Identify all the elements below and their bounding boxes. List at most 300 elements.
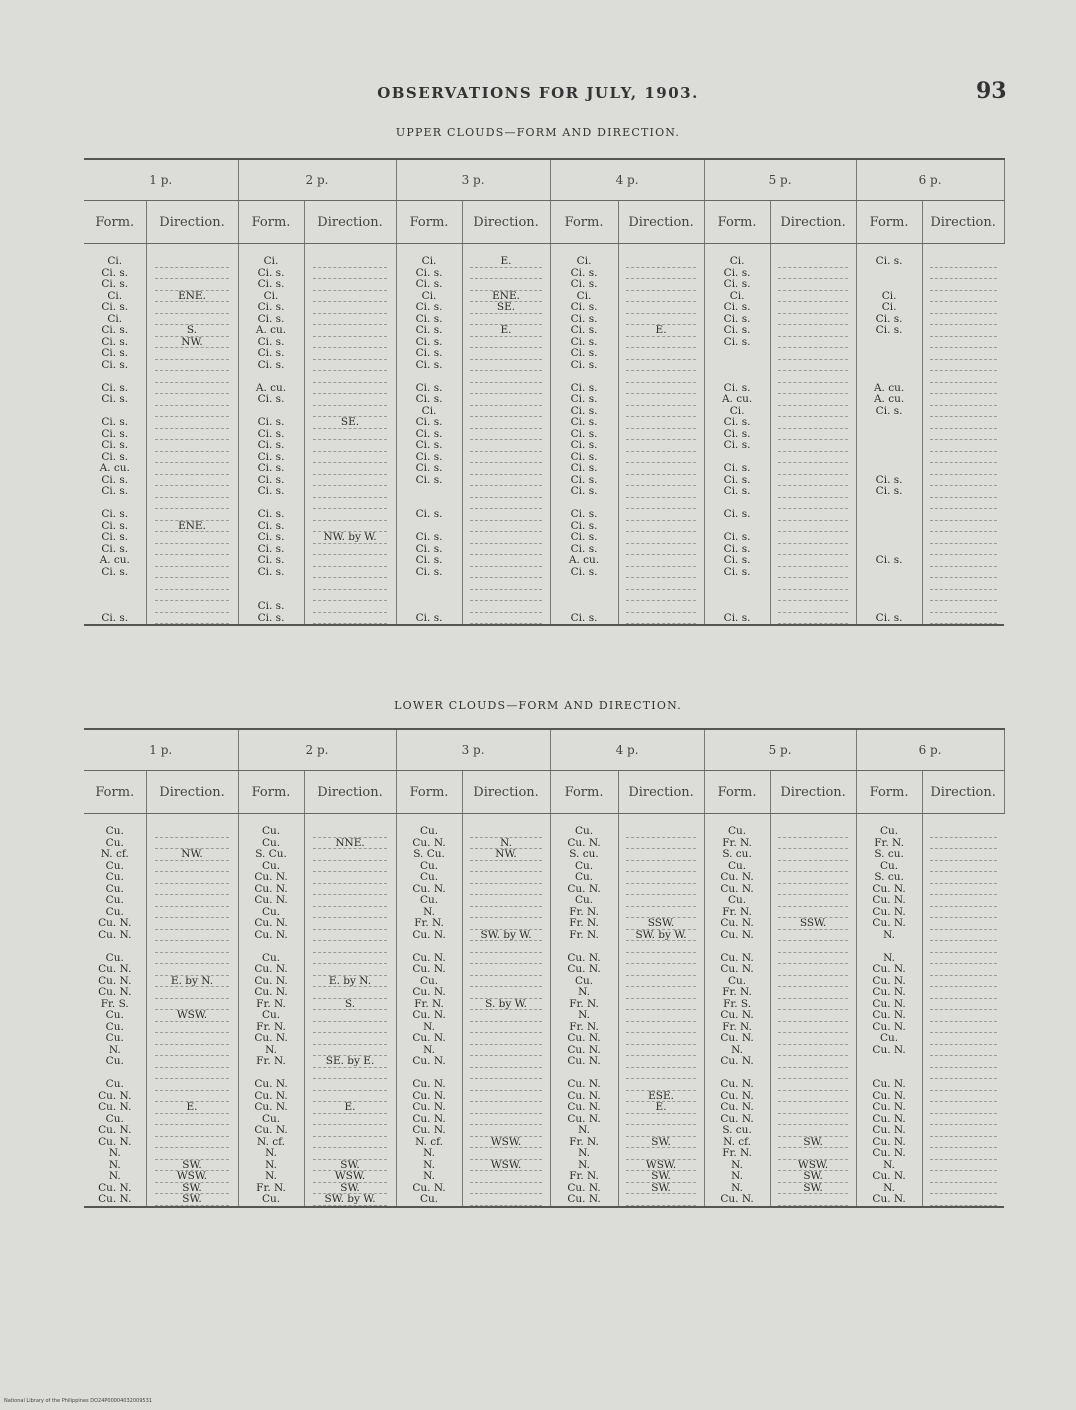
- direction-cell: [626, 964, 696, 976]
- direction-cell: [778, 452, 848, 464]
- table-body-row: [84, 814, 1004, 1207]
- direction-cell: [470, 1010, 541, 1022]
- form-cell: Cu. N.: [720, 1032, 754, 1044]
- direction-cell: [778, 1194, 848, 1206]
- form-cell: N.: [423, 905, 435, 918]
- direction-cell: [778, 567, 848, 579]
- direction-cell: [470, 371, 541, 383]
- form-cell: Cu. N.: [567, 1193, 601, 1205]
- form-cell: Cu. N.: [567, 951, 601, 964]
- direction-cell: [930, 440, 997, 452]
- form-cell: Ci.: [421, 289, 437, 302]
- direction-cell: [470, 348, 541, 360]
- direction-column-header: Direction.: [770, 771, 856, 814]
- direction-cell: [930, 613, 997, 625]
- direction-cell: [155, 613, 230, 625]
- form-cell: Ci. s.: [257, 335, 285, 348]
- form-cell: Cu. N.: [567, 1055, 601, 1067]
- direction-cell: [930, 1194, 997, 1206]
- form-cell: Cu. N.: [872, 986, 906, 998]
- direction-cell: [470, 337, 541, 349]
- direction-cell: [626, 509, 696, 521]
- form-cell: Ci. s.: [723, 611, 751, 624]
- direction-cell: [778, 544, 848, 556]
- direction-cell: [313, 613, 388, 625]
- form-cell: Cu. N.: [98, 1193, 132, 1205]
- form-cell: S. cu.: [569, 848, 599, 860]
- form-cell: Ci. s.: [875, 611, 903, 624]
- form-cell: Ci. s.: [723, 462, 751, 474]
- form-cell: N.: [423, 1170, 435, 1182]
- form-column-header: Form.: [550, 201, 618, 244]
- direction-cell: [470, 1114, 541, 1126]
- direction-cell: [470, 1194, 541, 1206]
- form-column-header: Form.: [550, 771, 618, 814]
- form-cell: Cu. N.: [720, 1101, 754, 1113]
- direction-cell: [313, 601, 388, 613]
- form-cell: Cu.: [261, 1193, 281, 1205]
- form-cell: Cu.: [105, 882, 124, 895]
- form-cell: Ci. s.: [415, 278, 443, 290]
- form-cell: Ci. s.: [570, 611, 598, 624]
- form-cell: Cu. N.: [98, 928, 132, 941]
- form-column-header: Form.: [856, 771, 922, 814]
- form-cell: Ci. s.: [415, 416, 443, 428]
- direction-cell: SE.: [470, 302, 541, 314]
- form-cell: S. cu.: [874, 848, 904, 860]
- direction-cell: [155, 578, 230, 590]
- form-column: [704, 814, 770, 1207]
- direction-cell: [778, 371, 848, 383]
- form-cell: Ci. s.: [875, 554, 903, 566]
- direction-cell: [778, 826, 848, 838]
- form-cell: Ci. s.: [415, 312, 443, 325]
- form-cell: Ci. s.: [101, 278, 129, 290]
- form-cell: S. cu.: [722, 1124, 752, 1136]
- form-cell: Cu.: [105, 951, 124, 964]
- direction-cell: [313, 509, 388, 521]
- form-cell: Cu. N.: [567, 882, 601, 895]
- direction-cell: [778, 987, 848, 999]
- direction-cell: [313, 475, 388, 487]
- form-cell: Ci. s.: [101, 611, 129, 624]
- direction-cell: [155, 1056, 230, 1068]
- direction-cell: E.: [155, 1102, 230, 1114]
- form-cell: Ci. s.: [723, 508, 751, 520]
- form-cell: Ci. s.: [101, 335, 129, 348]
- form-cell: Ci. s.: [415, 347, 443, 359]
- form-column: [84, 814, 146, 1207]
- form-cell: Ci.: [421, 404, 437, 417]
- form-cell: Cu.: [261, 836, 281, 849]
- direction-cell: [155, 590, 230, 602]
- form-cell: S. Cu.: [413, 848, 445, 860]
- direction-cell: [470, 941, 541, 953]
- direction-cell: [155, 268, 230, 280]
- direction-cell: [470, 987, 541, 999]
- direction-cell: [626, 1125, 696, 1137]
- form-cell: Ci. s.: [101, 416, 129, 428]
- form-cell: [857, 567, 922, 579]
- form-cell: Cu. N.: [412, 1078, 446, 1090]
- form-cell: Ci. s.: [415, 439, 443, 451]
- form-cell: Cu. N.: [872, 1135, 906, 1148]
- form-cell: Ci. s.: [415, 266, 443, 279]
- direction-cell: [626, 1148, 696, 1160]
- direction-cell: [470, 521, 541, 533]
- form-cell: N. cf.: [723, 1135, 752, 1148]
- form-cell: N.: [731, 1181, 743, 1194]
- direction-cell: [626, 567, 696, 579]
- direction-cell: [626, 976, 696, 988]
- direction-cell: [778, 930, 848, 942]
- form-cell: A. cu.: [568, 554, 600, 566]
- form-cell: Cu.: [727, 825, 747, 837]
- direction-cell: [155, 371, 230, 383]
- form-column-header: Form.: [704, 201, 770, 244]
- direction-cell: [930, 941, 997, 953]
- form-cell: Cu.: [105, 1078, 124, 1090]
- form-cell: Cu. N.: [720, 1112, 754, 1125]
- form-cell: Ci.: [881, 301, 897, 313]
- direction-cell: [470, 279, 541, 291]
- direction-cell: [930, 1114, 997, 1126]
- direction-cell: [313, 1137, 388, 1149]
- form-cell: Cu.: [727, 974, 747, 987]
- form-cell: S. Cu.: [255, 848, 287, 860]
- direction-cell: [778, 1056, 848, 1068]
- form-cell: Cu. N.: [254, 917, 288, 929]
- form-cell: Cu. N.: [98, 963, 132, 975]
- direction-cell: [155, 302, 230, 314]
- direction-cell: [778, 1045, 848, 1057]
- direction-cell: [778, 1022, 848, 1034]
- form-cell: Ci.: [576, 255, 592, 267]
- direction-cell: [155, 348, 230, 360]
- form-cell: Cu. N.: [98, 1124, 132, 1136]
- form-column: [238, 814, 304, 1207]
- direction-cell: [778, 429, 848, 441]
- form-cell: Cu. N.: [872, 1193, 906, 1205]
- direction-cell: [778, 440, 848, 452]
- form-column: [856, 814, 922, 1207]
- form-cell: Cu. N.: [567, 836, 601, 849]
- form-cell: [857, 590, 922, 602]
- direction-cell: [626, 429, 696, 441]
- form-cell: Ci. s.: [415, 542, 443, 555]
- form-cell: Cu.: [105, 871, 124, 883]
- form-cell: N.: [108, 1147, 121, 1159]
- hour-header: 6 p.: [856, 159, 1004, 201]
- form-cell: Ci. s.: [570, 427, 598, 440]
- direction-column: [922, 244, 1004, 626]
- form-cell: Cu. N.: [254, 1101, 288, 1113]
- form-cell: Ci. s.: [723, 427, 751, 440]
- form-cell: Ci. s.: [723, 278, 751, 290]
- form-cell: Ci. s.: [415, 324, 443, 336]
- direction-cell: [313, 1022, 388, 1034]
- direction-cell: [778, 872, 848, 884]
- direction-cell: [930, 1010, 997, 1022]
- direction-cell: [626, 463, 696, 475]
- direction-cell: [313, 371, 388, 383]
- direction-cell: [155, 394, 230, 406]
- form-cell: Ci. s.: [257, 427, 285, 440]
- direction-cell: [778, 302, 848, 314]
- direction-cell: [313, 872, 388, 884]
- direction-cell: [313, 394, 388, 406]
- form-cell: Ci. s.: [875, 312, 903, 325]
- form-cell: Cu. N.: [720, 1009, 754, 1021]
- form-column: [238, 244, 304, 626]
- direction-cell: SE. by E.: [313, 1056, 388, 1068]
- direction-cell: [155, 1033, 230, 1045]
- hour-header: 5 p.: [704, 159, 856, 201]
- form-cell: Ci. s.: [257, 554, 285, 566]
- form-cell: Ci. s.: [570, 347, 598, 359]
- form-column: [396, 814, 462, 1207]
- form-cell: Cu. N.: [412, 951, 446, 964]
- form-column-header: Form.: [856, 201, 922, 244]
- direction-cell: [313, 360, 388, 372]
- form-cell: Cu. N.: [872, 882, 906, 895]
- form-cell: Fr. N.: [256, 997, 286, 1010]
- direction-cell: SW.: [626, 1137, 696, 1149]
- direction-cell: SW.: [626, 1183, 696, 1195]
- direction-cell: [155, 498, 230, 510]
- direction-cell: [470, 918, 541, 930]
- form-cell: Ci. s.: [570, 439, 598, 451]
- direction-cell: [155, 417, 230, 429]
- direction-cell: [930, 291, 997, 303]
- direction-cell: [930, 953, 997, 965]
- direction-cell: [470, 884, 541, 896]
- direction-cell: [930, 1033, 997, 1045]
- form-cell: Ci. s.: [257, 312, 285, 325]
- form-cell: [705, 371, 770, 383]
- form-cell: Cu. N.: [720, 928, 754, 941]
- form-column-header: Form.: [396, 201, 462, 244]
- direction-cell: [778, 256, 848, 268]
- form-cell: Fr. N.: [414, 997, 444, 1010]
- direction-cell: [778, 1114, 848, 1126]
- form-cell: Cu. N.: [254, 1032, 288, 1044]
- form-cell: Cu.: [574, 859, 594, 872]
- direction-cell: E. by N.: [313, 976, 388, 988]
- form-cell: Ci. s.: [101, 381, 129, 394]
- form-cell: Cu.: [105, 1112, 124, 1125]
- form-cell: Ci. s.: [101, 427, 129, 440]
- form-cell: Ci. s.: [875, 485, 903, 497]
- form-cell: Ci. s.: [257, 347, 285, 359]
- direction-cell: [930, 1171, 997, 1183]
- form-cell: Ci. s.: [257, 358, 285, 371]
- form-column: [396, 244, 462, 626]
- direction-cell: [155, 486, 230, 498]
- direction-cell: [778, 337, 848, 349]
- direction-cell: [778, 475, 848, 487]
- form-cell: [84, 601, 146, 613]
- direction-cell: [470, 1183, 541, 1195]
- direction-cell: [778, 360, 848, 372]
- direction-cell: [155, 509, 230, 521]
- form-cell: Ci. s.: [723, 381, 751, 394]
- form-cell: Cu. N.: [98, 1135, 132, 1148]
- direction-cell: [930, 964, 997, 976]
- form-cell: Cu. N.: [720, 1193, 754, 1205]
- form-cell: [84, 578, 146, 590]
- form-cell: S. cu.: [722, 848, 752, 860]
- direction-cell: [778, 1033, 848, 1045]
- direction-cell: E.: [470, 256, 541, 268]
- direction-column-header: Direction.: [922, 771, 1004, 814]
- form-cell: [397, 486, 462, 498]
- direction-cell: [470, 475, 541, 487]
- form-cell: [857, 268, 922, 280]
- direction-cell: [778, 964, 848, 976]
- form-cell: Fr. N.: [256, 1181, 286, 1194]
- direction-cell: [313, 429, 388, 441]
- direction-cell: [155, 964, 230, 976]
- direction-cell: [930, 383, 997, 395]
- form-cell: Ci. s.: [257, 519, 285, 532]
- direction-cell: [313, 1079, 388, 1091]
- direction-cell: SW.: [778, 1183, 848, 1195]
- form-cell: Fr. N.: [569, 928, 599, 941]
- form-cell: Ci. s.: [723, 565, 751, 578]
- direction-cell: [313, 486, 388, 498]
- form-cell: Cu.: [419, 859, 439, 872]
- direction-cell: WSW.: [155, 1010, 230, 1022]
- form-cell: Fr. N.: [569, 917, 599, 929]
- lower-clouds-title: LOWER CLOUDS—FORM AND DIRECTION.: [394, 699, 682, 712]
- form-cell: Ci. s.: [101, 508, 129, 520]
- direction-cell: [930, 256, 997, 268]
- form-cell: Cu.: [419, 974, 439, 987]
- direction-cell: [470, 452, 541, 464]
- form-cell: Fr. N.: [256, 1020, 286, 1033]
- form-cell: Fr. N.: [722, 986, 752, 998]
- direction-cell: [155, 279, 230, 291]
- form-cell: Cu. N.: [720, 1055, 754, 1067]
- direction-cell: [155, 884, 230, 896]
- form-cell: Ci. s.: [257, 565, 285, 578]
- direction-cell: [313, 826, 388, 838]
- form-cell: Ci. s.: [101, 450, 129, 463]
- form-cell: Ci. s.: [257, 542, 285, 555]
- direction-cell: [778, 861, 848, 873]
- direction-cell: [313, 590, 388, 602]
- direction-cell: NW.: [155, 337, 230, 349]
- hour-header: 5 p.: [704, 729, 856, 771]
- form-cell: [857, 337, 922, 349]
- form-cell: Ci. s.: [257, 473, 285, 486]
- form-cell: [705, 348, 770, 360]
- form-cell: [857, 348, 922, 360]
- form-cell: Ci. s.: [723, 439, 751, 451]
- direction-cell: [626, 613, 696, 625]
- form-cell: Ci.: [263, 255, 279, 267]
- form-cell: N.: [265, 1043, 277, 1056]
- form-cell: Cu. N.: [412, 1181, 446, 1194]
- direction-cell: WSW.: [155, 1171, 230, 1183]
- form-cell: Cu. N.: [567, 1101, 601, 1113]
- form-column: [704, 244, 770, 626]
- direction-cell: [778, 509, 848, 521]
- form-cell: [705, 590, 770, 602]
- direction-cell: [930, 417, 997, 429]
- form-cell: Cu. N.: [98, 974, 132, 987]
- direction-cell: [155, 1068, 230, 1080]
- form-cell: N. cf.: [100, 848, 129, 860]
- form-cell: Ci. s.: [570, 565, 598, 578]
- direction-cell: [313, 930, 388, 942]
- hour-header: 1 p.: [84, 729, 238, 771]
- direction-cell: [930, 1148, 997, 1160]
- direction-cell: [930, 590, 997, 602]
- form-cell: Cu.: [105, 1020, 124, 1033]
- direction-cell: [778, 279, 848, 291]
- page-title: OBSERVATIONS FOR JULY, 1903.: [377, 84, 699, 102]
- form-cell: Cu. N.: [720, 1078, 754, 1090]
- form-cell: Ci. s.: [570, 324, 598, 336]
- direction-cell: [155, 452, 230, 464]
- direction-cell: [930, 1079, 997, 1091]
- form-cell: Cu.: [105, 1032, 124, 1044]
- direction-cell: [778, 884, 848, 896]
- form-cell: Ci. s.: [101, 358, 129, 371]
- form-cell: Ci.: [421, 255, 437, 267]
- form-cell: Cu. N.: [567, 1112, 601, 1125]
- form-cell: [857, 417, 922, 429]
- form-cell: N.: [108, 1158, 121, 1171]
- hour-header: 6 p.: [856, 729, 1004, 771]
- form-cell: Ci.: [729, 289, 745, 302]
- direction-cell: [313, 895, 388, 907]
- direction-cell: [626, 941, 696, 953]
- direction-cell: [626, 1194, 696, 1206]
- form-cell: Cu. N.: [98, 986, 132, 998]
- direction-cell: [778, 417, 848, 429]
- direction-cell: [930, 371, 997, 383]
- direction-cell: SW.: [155, 1160, 230, 1172]
- direction-cell: [470, 590, 541, 602]
- direction-cell: [313, 907, 388, 919]
- form-cell: N.: [883, 928, 895, 941]
- form-cell: Cu. N.: [412, 1089, 446, 1102]
- direction-cell: WSW.: [626, 1160, 696, 1172]
- form-cell: [857, 463, 922, 475]
- direction-column-header: Direction.: [770, 201, 856, 244]
- form-cell: Cu. N.: [872, 1009, 906, 1021]
- direction-cell: [930, 838, 997, 850]
- direction-cell: [470, 964, 541, 976]
- form-cell: [857, 440, 922, 452]
- form-cell: Ci. s.: [257, 266, 285, 279]
- direction-cell: [778, 1010, 848, 1022]
- direction-cell: [155, 941, 230, 953]
- direction-cell: [313, 1010, 388, 1022]
- direction-cell: [155, 861, 230, 873]
- direction-cell: [313, 1068, 388, 1080]
- form-cell: Cu.: [880, 1032, 899, 1044]
- form-cell: Cu.: [574, 871, 594, 883]
- form-cell: Cu.: [574, 825, 594, 837]
- form-cell: Ci. s.: [415, 427, 443, 440]
- direction-cell: [470, 861, 541, 873]
- form-cell: Cu.: [105, 894, 124, 906]
- direction-cell: [930, 475, 997, 487]
